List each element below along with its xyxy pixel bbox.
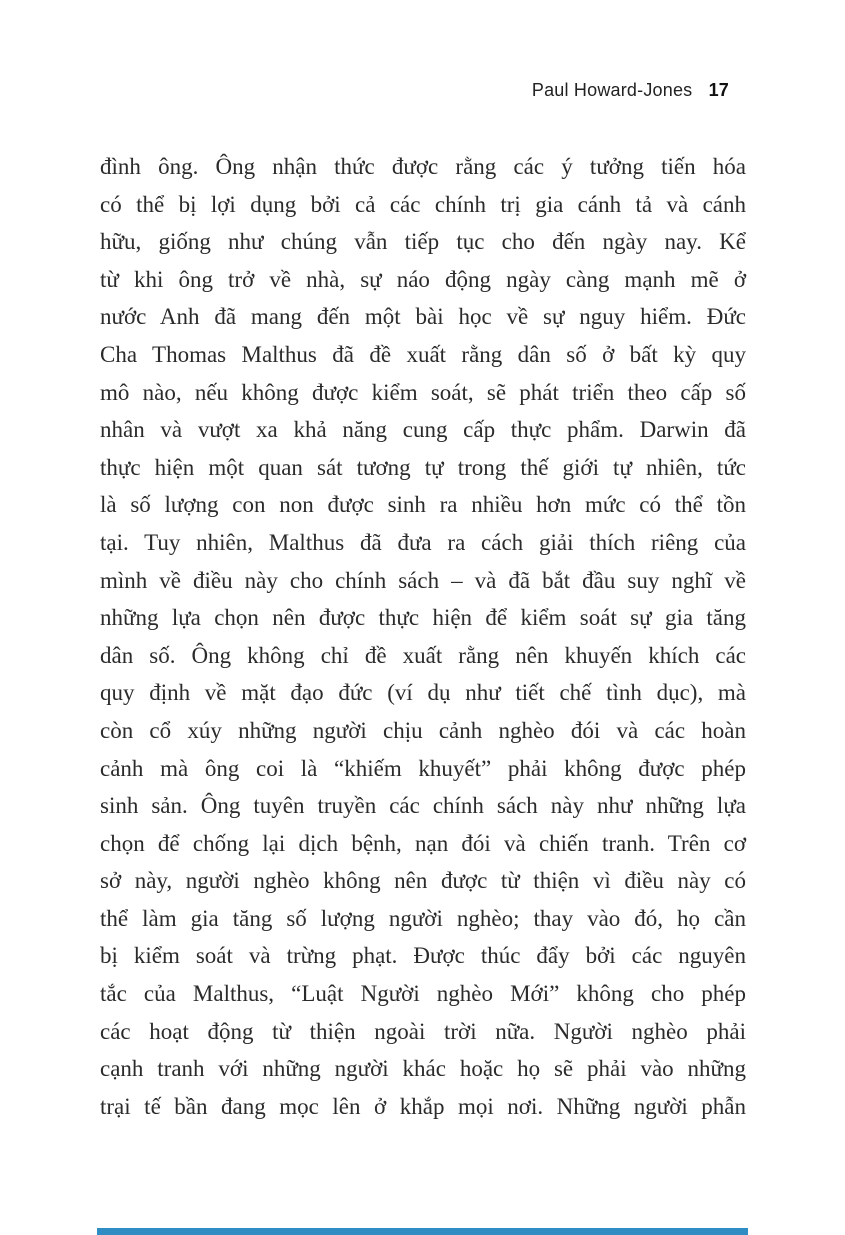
text-line: hữu, giống như chúng vẫn tiếp tục cho đến ngày nay. Kể — [100, 229, 746, 255]
text-line: tại. Tuy nhiên, Malthus đã đưa ra cách giải thích riêng của — [100, 529, 746, 555]
text-line: thực hiện một quan sát tương tự trong thế giới tự nhiên, tức — [100, 454, 746, 480]
running-header-author: Paul Howard-Jones — [531, 80, 693, 100]
text-line: thể làm gia tăng số lượng người nghèo; thay vào đó, họ cần — [100, 905, 746, 931]
text-line: sinh sản. Ông tuyên truyền các chính sách này như những lựa — [100, 793, 746, 819]
text-line: nhân và vượt xa khả năng cung cấp thực phẩm. Darwin đã — [100, 417, 746, 443]
text-line: các hoạt động từ thiện ngoài trời nữa. Người nghèo phải — [100, 1018, 746, 1044]
text-line: trại tế bần đang mọc lên ở khắp mọi nơi. Những người phẫn — [100, 1093, 746, 1119]
text-line: còn cổ xúy những người chịu cảnh nghèo đói và các hoàn — [100, 717, 746, 743]
text-line: tắc của Malthus, “Luật Người nghèo Mới” không cho phép — [100, 981, 746, 1007]
text-line: đình ông. Ông nhận thức được rằng các ý tưởng tiến hóa — [100, 154, 746, 179]
footer-bar — [97, 1228, 748, 1235]
text-line: mình về điều này cho chính sách – và đã bắt đầu suy nghĩ về — [100, 567, 746, 593]
text-line: cạnh tranh với những người khác hoặc họ sẽ phải vào những — [100, 1056, 746, 1082]
text-line: dân số. Ông không chỉ đề xuất rằng nên khuyến khích các — [100, 642, 746, 668]
text-line: mô nào, nếu không được kiểm soát, sẽ phát triển theo cấp số — [100, 379, 746, 405]
text-line: có thể bị lợi dụng bởi cả các chính trị gia cánh tả và cánh — [100, 191, 746, 217]
text-line: cảnh mà ông coi là “khiếm khuyết” phải không được phép — [100, 755, 746, 781]
text-line: những lựa chọn nên được thực hiện để kiểm soát sự gia tăng — [100, 605, 746, 631]
text-line: Cha Thomas Malthus đã đề xuất rằng dân số ở bất kỳ quy — [100, 341, 746, 367]
text-line: nước Anh đã mang đến một bài học về sự nguy hiểm. Đức — [100, 304, 746, 330]
body-text — [100, 148, 746, 1125]
text-line: chọn để chống lại dịch bệnh, nạn đói và chiến tranh. Trên cơ — [100, 830, 746, 856]
text-line: sở này, người nghèo không nên được từ thiện vì điều này có — [100, 868, 746, 894]
text-line: quy định về mặt đạo đức (ví dụ như tiết chế tình dục), mà — [100, 680, 746, 706]
text-line: từ khi ông trở về nhà, sự náo động ngày càng mạnh mẽ ở — [100, 266, 746, 292]
page-number: 17 — [708, 80, 729, 100]
running-header — [532, 80, 729, 101]
text-line: bị kiểm soát và trừng phạt. Được thúc đẩy bởi các nguyên — [100, 943, 746, 969]
text-line: là số lượng con non được sinh ra nhiều hơn mức có thể tồn — [100, 492, 746, 518]
